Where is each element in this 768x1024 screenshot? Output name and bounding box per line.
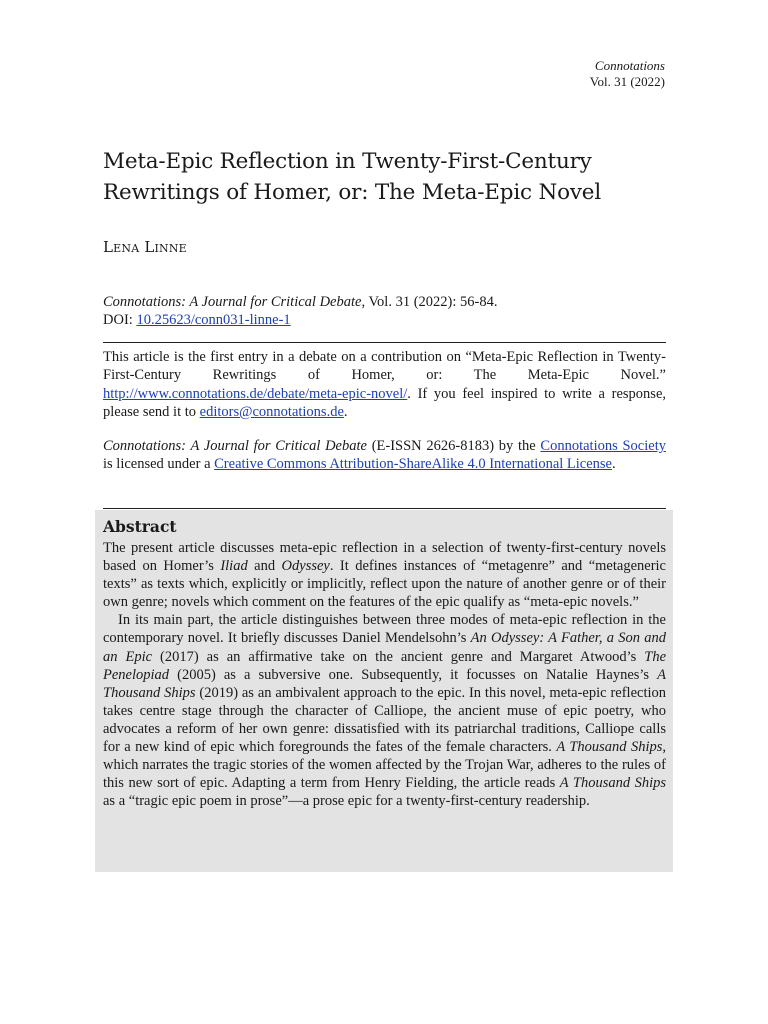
license-journal: Connotations: A Journal for Critical Debate bbox=[103, 438, 367, 454]
abstract-paragraph-2 bbox=[103, 611, 666, 810]
running-head-volume: Vol. 31 (2022) bbox=[589, 74, 665, 89]
running-head bbox=[590, 58, 665, 90]
notice-text-2: . If you feel inspired to write a response, please send it to bbox=[103, 385, 666, 420]
debate-notice bbox=[103, 348, 666, 421]
title-iliad: Iliad bbox=[220, 558, 248, 575]
citation-journal: Connotations: A Journal for Critical Debate bbox=[103, 294, 362, 310]
abstract-p2-text-f: as a “tragic epic poem in prose”—a prose epic for a twenty-first-century readership. bbox=[103, 793, 590, 810]
doi-label: DOI: bbox=[103, 312, 137, 328]
running-head-journal: Connotations bbox=[594, 58, 665, 73]
editors-email-link[interactable]: editors@connotations.de bbox=[199, 403, 344, 420]
author-name: Lena Linne bbox=[103, 238, 187, 256]
abstract-p2-text-e: , which narrates the tragic stories of the women affected by the Trojan War, adheres to the rules of this new sort of epic. Adapting a term from Henry Fielding, the article reads bbox=[103, 739, 666, 792]
citation bbox=[103, 293, 497, 329]
abstract-p2-text-d: (2019) as an ambivalent approach to the epic. In this novel, meta-epic reflection takes centre stage through the character of Calliope, the ancient muse of epic poetry, who advocates a reform of her own genre: dissatisfied with its patriarchal traditions, Calliope calls for a new kind of epic which foregrounds the fates of the female characters. bbox=[103, 684, 666, 756]
title-line-2: Rewritings of Homer, or: The Meta-Epic Novel bbox=[103, 180, 602, 205]
abstract-p2-text-a: In its main part, the article distinguishes between three modes of meta-epic reflection in the contemporary novel. It briefly discusses Daniel Mendelsohn’s bbox=[103, 612, 666, 647]
abstract-paragraph-1 bbox=[103, 539, 666, 611]
notice-text-1: This article is the first entry in a debate on a contribution on “Meta-Epic Reflection in Twenty-First-Century Rewritings of Homer, or: The Meta-Epic Novel.” bbox=[103, 349, 666, 384]
title-thousand-ships: A Thousand Ships bbox=[103, 666, 666, 701]
title-an-odyssey: An Odyssey: A Father, a Son and an Epic bbox=[103, 630, 666, 665]
license-text-2: is licensed under a bbox=[103, 456, 215, 473]
abstract-p1-text-b: and bbox=[247, 558, 282, 575]
license-text-3: . bbox=[612, 456, 616, 473]
title-line-1: Meta-Epic Reflection in Twenty-First-Century bbox=[103, 149, 592, 174]
abstract-p2-text-b: (2017) as an affirmative take on the ancient genre and Margaret Atwood’s bbox=[152, 648, 645, 665]
abstract-heading: Abstract bbox=[103, 517, 177, 536]
abstract-body bbox=[103, 539, 666, 810]
divider-top bbox=[103, 342, 666, 343]
article-title bbox=[103, 146, 663, 208]
license-notice bbox=[103, 437, 666, 474]
license-text-1: (E-ISSN 2626-8183) by the bbox=[366, 438, 541, 454]
citation-details: , Vol. 31 (2022): 56-84. bbox=[361, 294, 498, 310]
divider-abstract bbox=[103, 508, 666, 509]
title-odyssey: Odyssey bbox=[281, 558, 330, 575]
notice-text-3: . bbox=[343, 403, 348, 420]
abstract-p1-text-a: The present article discusses meta-epic reflection in a selection of twenty-first-century novels based on Homer’s bbox=[103, 540, 666, 575]
debate-url-link[interactable]: http://www.connotations.de/debate/meta-epic-novel/ bbox=[103, 385, 408, 402]
abstract-p1-text-c: . It defines instances of “metagenre” and “metageneric texts” as texts which, explicitly or implicitly, reflect upon the nature of another genre or of their own genre; novels which comment on the features of the epic qualify as “meta-epic novels.” bbox=[103, 558, 666, 611]
title-thousand-ships: A Thousand Ships bbox=[556, 739, 663, 756]
cc-license-link[interactable]: Creative Commons Attribution-ShareAlike 4.0 International License bbox=[214, 456, 612, 473]
abstract-p2-text-c: (2005) as a subversive one. Subsequently, it focusses on Natalie Haynes’s bbox=[169, 666, 658, 683]
title-penelopiad: The Penelopiad bbox=[103, 648, 666, 683]
title-thousand-ships: A Thousand Ships bbox=[559, 775, 667, 792]
doi-link[interactable]: 10.25623/conn031-linne-1 bbox=[136, 312, 291, 328]
society-link[interactable]: Connotations Society bbox=[540, 438, 666, 454]
